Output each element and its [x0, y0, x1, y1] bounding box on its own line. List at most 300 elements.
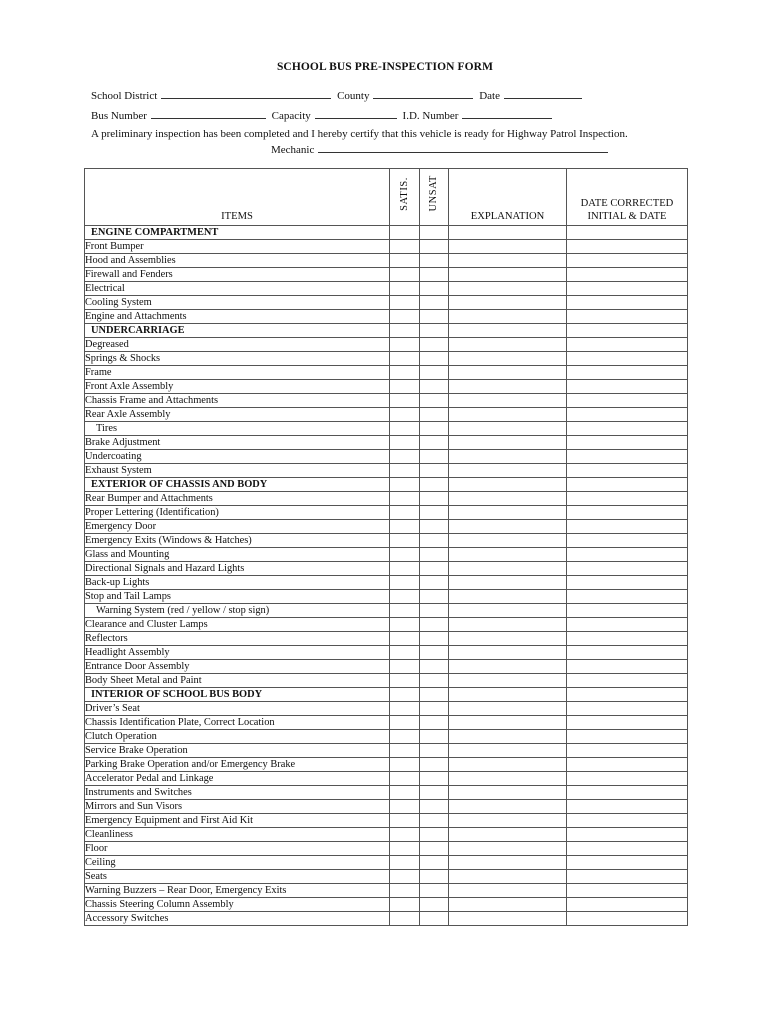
table-row: [85, 898, 688, 912]
unsat-cell[interactable]: [420, 660, 449, 674]
satis-cell[interactable]: [390, 478, 420, 492]
unsat-cell[interactable]: [420, 870, 449, 884]
date-corrected-cell[interactable]: [567, 268, 688, 282]
explanation-cell[interactable]: [449, 912, 567, 926]
explanation-cell[interactable]: [449, 730, 567, 744]
explanation-cell[interactable]: [449, 478, 567, 492]
item-label: Engine and Attachments: [85, 310, 390, 324]
unsat-cell[interactable]: [420, 310, 449, 324]
explanation-cell[interactable]: [449, 366, 567, 380]
satis-cell[interactable]: [390, 422, 420, 436]
item-label: Hood and Assemblies: [85, 254, 390, 268]
satis-cell[interactable]: [390, 632, 420, 646]
satis-header: [390, 169, 420, 226]
unsat-cell[interactable]: [420, 394, 449, 408]
table-row: [85, 436, 688, 450]
section-heading: EXTERIOR OF CHASSIS AND BODY: [85, 478, 390, 492]
table-row: [85, 240, 688, 254]
explanation-cell[interactable]: [449, 394, 567, 408]
explanation-cell[interactable]: [449, 282, 567, 296]
unsat-cell[interactable]: [420, 478, 449, 492]
date-corrected-cell[interactable]: [567, 870, 688, 884]
explanation-cell[interactable]: [449, 226, 567, 240]
item-label: Reflectors: [85, 632, 390, 646]
item-label: Front Axle Assembly: [85, 380, 390, 394]
satis-cell[interactable]: [390, 408, 420, 422]
unsat-cell[interactable]: [420, 646, 449, 660]
satis-cell[interactable]: [390, 520, 420, 534]
satis-cell[interactable]: [390, 646, 420, 660]
date-corrected-cell[interactable]: [567, 814, 688, 828]
item-label: Emergency Equipment and First Aid Kit: [85, 814, 390, 828]
explanation-cell[interactable]: [449, 464, 567, 478]
unsat-cell[interactable]: [420, 450, 449, 464]
unsat-cell[interactable]: [420, 226, 449, 240]
unsat-cell[interactable]: [420, 562, 449, 576]
table-row: [85, 800, 688, 814]
unsat-cell[interactable]: [420, 254, 449, 268]
date-corrected-cell[interactable]: [567, 590, 688, 604]
item-label: Rear Axle Assembly: [85, 408, 390, 422]
unsat-cell[interactable]: [420, 590, 449, 604]
unsat-cell[interactable]: [420, 772, 449, 786]
satis-cell[interactable]: [390, 716, 420, 730]
date-corrected-header: [567, 169, 688, 226]
table-row: [85, 772, 688, 786]
table-row: [85, 366, 688, 380]
table-row: [85, 618, 688, 632]
satis-header-label: SATIS.: [398, 177, 410, 211]
date-corrected-cell[interactable]: [567, 296, 688, 310]
explanation-cell[interactable]: [449, 772, 567, 786]
table-row: [85, 338, 688, 352]
table-header-row: [85, 169, 688, 226]
satis-cell[interactable]: [390, 548, 420, 562]
table-row: [85, 380, 688, 394]
table-row: [85, 604, 688, 618]
satis-cell[interactable]: [390, 898, 420, 912]
unsat-cell[interactable]: [420, 492, 449, 506]
satis-cell[interactable]: [390, 562, 420, 576]
table-row: [85, 506, 688, 520]
satis-cell[interactable]: [390, 842, 420, 856]
date-label: Date: [479, 90, 500, 102]
county-field[interactable]: [373, 89, 473, 99]
explanation-cell[interactable]: [449, 786, 567, 800]
date-corrected-cell[interactable]: [567, 254, 688, 268]
unsat-cell[interactable]: [420, 814, 449, 828]
date-corrected-cell[interactable]: [567, 422, 688, 436]
satis-cell[interactable]: [390, 884, 420, 898]
item-label: Emergency Door: [85, 520, 390, 534]
date-corrected-cell[interactable]: [567, 758, 688, 772]
satis-cell[interactable]: [390, 814, 420, 828]
table-row: [85, 646, 688, 660]
table-row: [85, 870, 688, 884]
section-heading: INTERIOR OF SCHOOL BUS BODY: [85, 688, 390, 702]
date-corrected-cell[interactable]: [567, 436, 688, 450]
explanation-cell[interactable]: [449, 604, 567, 618]
date-corrected-cell[interactable]: [567, 492, 688, 506]
explanation-cell[interactable]: [449, 240, 567, 254]
explanation-cell[interactable]: [449, 436, 567, 450]
satis-cell[interactable]: [390, 590, 420, 604]
table-row: [85, 562, 688, 576]
item-label: Degreased: [85, 338, 390, 352]
unsat-cell[interactable]: [420, 548, 449, 562]
unsat-cell[interactable]: [420, 352, 449, 366]
table-row: [85, 660, 688, 674]
unsat-cell[interactable]: [420, 702, 449, 716]
explanation-cell[interactable]: [449, 674, 567, 688]
unsat-cell[interactable]: [420, 576, 449, 590]
table-row: [85, 450, 688, 464]
date-corrected-cell[interactable]: [567, 548, 688, 562]
date-corrected-cell[interactable]: [567, 394, 688, 408]
unsat-cell[interactable]: [420, 464, 449, 478]
item-label: Clearance and Cluster Lamps: [85, 618, 390, 632]
school-district-field[interactable]: [161, 89, 331, 99]
mechanic-label: Mechanic: [271, 144, 315, 156]
table-row: [85, 674, 688, 688]
table-row: [85, 268, 688, 282]
explanation-cell[interactable]: [449, 450, 567, 464]
explanation-cell[interactable]: [449, 492, 567, 506]
unsat-cell[interactable]: [420, 520, 449, 534]
table-row: [85, 814, 688, 828]
unsat-cell[interactable]: [420, 674, 449, 688]
satis-cell[interactable]: [390, 730, 420, 744]
inspection-table: [84, 168, 688, 926]
item-label: Undercoating: [85, 450, 390, 464]
item-label: Tires: [85, 422, 390, 436]
explanation-cell[interactable]: [449, 800, 567, 814]
explanation-cell[interactable]: [449, 520, 567, 534]
date-corrected-cell[interactable]: [567, 646, 688, 660]
item-label: Back-up Lights: [85, 576, 390, 590]
satis-cell[interactable]: [390, 226, 420, 240]
explanation-cell[interactable]: [449, 898, 567, 912]
date-corrected-cell[interactable]: [567, 310, 688, 324]
satis-cell[interactable]: [390, 870, 420, 884]
item-label: Mirrors and Sun Visors: [85, 800, 390, 814]
satis-cell[interactable]: [390, 296, 420, 310]
explanation-cell[interactable]: [449, 324, 567, 338]
table-row: [85, 534, 688, 548]
explanation-cell[interactable]: [449, 408, 567, 422]
item-label: Proper Lettering (Identification): [85, 506, 390, 520]
items-header: ITEMS: [85, 169, 390, 226]
item-label: Brake Adjustment: [85, 436, 390, 450]
unsat-cell[interactable]: [420, 828, 449, 842]
satis-cell[interactable]: [390, 674, 420, 688]
unsat-cell[interactable]: [420, 786, 449, 800]
satis-cell[interactable]: [390, 702, 420, 716]
unsat-cell[interactable]: [420, 842, 449, 856]
date-corrected-cell[interactable]: [567, 618, 688, 632]
item-label: Exhaust System: [85, 464, 390, 478]
satis-cell[interactable]: [390, 394, 420, 408]
date-corrected-cell[interactable]: [567, 856, 688, 870]
explanation-cell[interactable]: [449, 562, 567, 576]
table-row: [85, 758, 688, 772]
satis-cell[interactable]: [390, 506, 420, 520]
satis-cell[interactable]: [390, 492, 420, 506]
date-corrected-header-line1: DATE CORRECTED: [580, 198, 674, 209]
explanation-cell[interactable]: [449, 702, 567, 716]
unsat-cell[interactable]: [420, 856, 449, 870]
explanation-cell[interactable]: [449, 296, 567, 310]
explanation-cell[interactable]: [449, 310, 567, 324]
header-line-1: [91, 89, 585, 102]
explanation-cell[interactable]: [449, 646, 567, 660]
satis-cell[interactable]: [390, 450, 420, 464]
unsat-cell[interactable]: [420, 744, 449, 758]
item-label: Firewall and Fenders: [85, 268, 390, 282]
date-corrected-cell[interactable]: [567, 450, 688, 464]
unsat-cell[interactable]: [420, 618, 449, 632]
table-row: [85, 716, 688, 730]
date-corrected-cell[interactable]: [567, 674, 688, 688]
table-row: [85, 590, 688, 604]
date-corrected-cell[interactable]: [567, 240, 688, 254]
explanation-cell[interactable]: [449, 618, 567, 632]
explanation-cell[interactable]: [449, 422, 567, 436]
section-row: [85, 226, 688, 240]
unsat-cell[interactable]: [420, 632, 449, 646]
form-title: SCHOOL BUS PRE-INSPECTION FORM: [276, 61, 494, 73]
item-label: Accelerator Pedal and Linkage: [85, 772, 390, 786]
date-corrected-cell[interactable]: [567, 772, 688, 786]
date-corrected-cell[interactable]: [567, 730, 688, 744]
satis-cell[interactable]: [390, 856, 420, 870]
mechanic-line: [271, 143, 608, 156]
table-row: [85, 352, 688, 366]
satis-cell[interactable]: [390, 268, 420, 282]
date-field[interactable]: [504, 89, 582, 99]
item-label: Entrance Door Assembly: [85, 660, 390, 674]
date-corrected-cell[interactable]: [567, 506, 688, 520]
explanation-cell[interactable]: [449, 856, 567, 870]
explanation-cell[interactable]: [449, 590, 567, 604]
satis-cell[interactable]: [390, 254, 420, 268]
satis-cell[interactable]: [390, 338, 420, 352]
date-corrected-cell[interactable]: [567, 842, 688, 856]
date-corrected-cell[interactable]: [567, 352, 688, 366]
satis-cell[interactable]: [390, 282, 420, 296]
satis-cell[interactable]: [390, 786, 420, 800]
table-row: [85, 296, 688, 310]
explanation-cell[interactable]: [449, 828, 567, 842]
unsat-cell[interactable]: [420, 296, 449, 310]
explanation-cell[interactable]: [449, 380, 567, 394]
satis-cell[interactable]: [390, 758, 420, 772]
satis-cell[interactable]: [390, 744, 420, 758]
section-heading: UNDERCARRIAGE: [85, 324, 390, 338]
unsat-cell[interactable]: [420, 268, 449, 282]
explanation-cell[interactable]: [449, 254, 567, 268]
bus-number-label: Bus Number: [91, 110, 147, 122]
satis-cell[interactable]: [390, 352, 420, 366]
date-corrected-cell[interactable]: [567, 828, 688, 842]
unsat-cell[interactable]: [420, 912, 449, 926]
capacity-field[interactable]: [315, 109, 397, 119]
table-row: [85, 394, 688, 408]
item-label: Cleanliness: [85, 828, 390, 842]
unsat-cell[interactable]: [420, 436, 449, 450]
explanation-cell[interactable]: [449, 870, 567, 884]
date-corrected-cell[interactable]: [567, 478, 688, 492]
date-corrected-cell[interactable]: [567, 576, 688, 590]
explanation-cell[interactable]: [449, 352, 567, 366]
explanation-cell[interactable]: [449, 338, 567, 352]
satis-cell[interactable]: [390, 324, 420, 338]
satis-cell[interactable]: [390, 660, 420, 674]
explanation-cell[interactable]: [449, 814, 567, 828]
date-corrected-cell[interactable]: [567, 702, 688, 716]
header-line-2: [91, 109, 555, 122]
item-label: Emergency Exits (Windows & Hatches): [85, 534, 390, 548]
mechanic-field[interactable]: [318, 143, 608, 153]
date-corrected-cell[interactable]: [567, 408, 688, 422]
item-label: Warning Buzzers – Rear Door, Emergency Exits: [85, 884, 390, 898]
satis-cell[interactable]: [390, 436, 420, 450]
explanation-cell[interactable]: [449, 744, 567, 758]
date-corrected-cell[interactable]: [567, 716, 688, 730]
item-label: Chassis Identification Plate, Correct Location: [85, 716, 390, 730]
unsat-cell[interactable]: [420, 338, 449, 352]
table-row: [85, 786, 688, 800]
explanation-cell[interactable]: [449, 716, 567, 730]
date-corrected-cell[interactable]: [567, 632, 688, 646]
date-corrected-cell[interactable]: [567, 534, 688, 548]
unsat-cell[interactable]: [420, 730, 449, 744]
explanation-cell[interactable]: [449, 884, 567, 898]
unsat-cell[interactable]: [420, 898, 449, 912]
unsat-cell[interactable]: [420, 240, 449, 254]
item-label: Ceiling: [85, 856, 390, 870]
date-corrected-cell[interactable]: [567, 786, 688, 800]
date-corrected-cell[interactable]: [567, 562, 688, 576]
date-corrected-cell[interactable]: [567, 366, 688, 380]
item-label: Frame: [85, 366, 390, 380]
date-corrected-cell[interactable]: [567, 282, 688, 296]
satis-cell[interactable]: [390, 912, 420, 926]
table-row: [85, 464, 688, 478]
item-label: Rear Bumper and Attachments: [85, 492, 390, 506]
date-corrected-cell[interactable]: [567, 898, 688, 912]
table-row: [85, 310, 688, 324]
date-corrected-cell[interactable]: [567, 912, 688, 926]
explanation-cell[interactable]: [449, 758, 567, 772]
bus-number-field[interactable]: [151, 109, 266, 119]
date-corrected-header-line2: INITIAL & DATE: [587, 211, 667, 222]
date-corrected-cell[interactable]: [567, 660, 688, 674]
unsat-cell[interactable]: [420, 758, 449, 772]
county-label: County: [337, 90, 370, 102]
unsat-cell[interactable]: [420, 534, 449, 548]
satis-cell[interactable]: [390, 828, 420, 842]
date-corrected-cell[interactable]: [567, 604, 688, 618]
unsat-cell[interactable]: [420, 716, 449, 730]
item-label: Stop and Tail Lamps: [85, 590, 390, 604]
date-corrected-cell[interactable]: [567, 380, 688, 394]
table-row: [85, 744, 688, 758]
table-row: [85, 422, 688, 436]
table-row: [85, 912, 688, 926]
unsat-cell[interactable]: [420, 884, 449, 898]
satis-cell[interactable]: [390, 534, 420, 548]
explanation-cell[interactable]: [449, 548, 567, 562]
satis-cell[interactable]: [390, 604, 420, 618]
item-label: Service Brake Operation: [85, 744, 390, 758]
table-row: [85, 702, 688, 716]
explanation-cell[interactable]: [449, 576, 567, 590]
satis-cell[interactable]: [390, 800, 420, 814]
explanation-cell[interactable]: [449, 842, 567, 856]
date-corrected-cell[interactable]: [567, 464, 688, 478]
date-corrected-cell[interactable]: [567, 324, 688, 338]
satis-cell[interactable]: [390, 576, 420, 590]
explanation-cell[interactable]: [449, 268, 567, 282]
item-label: Floor: [85, 842, 390, 856]
unsat-cell[interactable]: [420, 506, 449, 520]
date-corrected-cell[interactable]: [567, 800, 688, 814]
date-corrected-cell[interactable]: [567, 884, 688, 898]
satis-cell[interactable]: [390, 366, 420, 380]
item-label: Seats: [85, 870, 390, 884]
explanation-cell[interactable]: [449, 534, 567, 548]
date-corrected-cell[interactable]: [567, 688, 688, 702]
item-label: Front Bumper: [85, 240, 390, 254]
explanation-cell[interactable]: [449, 506, 567, 520]
table-row: [85, 254, 688, 268]
satis-cell[interactable]: [390, 310, 420, 324]
unsat-cell[interactable]: [420, 604, 449, 618]
table-row: [85, 492, 688, 506]
satis-cell[interactable]: [390, 380, 420, 394]
unsat-cell[interactable]: [420, 282, 449, 296]
unsat-header-label: UNSAT: [428, 174, 439, 211]
explanation-cell[interactable]: [449, 632, 567, 646]
satis-cell[interactable]: [390, 688, 420, 702]
item-label: Glass and Mounting: [85, 548, 390, 562]
unsat-cell[interactable]: [420, 422, 449, 436]
satis-cell[interactable]: [390, 464, 420, 478]
date-corrected-cell[interactable]: [567, 520, 688, 534]
item-label: Accessory Switches: [85, 912, 390, 926]
date-corrected-cell[interactable]: [567, 338, 688, 352]
date-corrected-cell[interactable]: [567, 226, 688, 240]
unsat-cell[interactable]: [420, 408, 449, 422]
unsat-cell[interactable]: [420, 380, 449, 394]
id-number-label: I.D. Number: [402, 110, 459, 122]
unsat-cell[interactable]: [420, 800, 449, 814]
explanation-cell[interactable]: [449, 660, 567, 674]
satis-cell[interactable]: [390, 240, 420, 254]
unsat-cell[interactable]: [420, 366, 449, 380]
id-number-field[interactable]: [462, 109, 552, 119]
item-label: Headlight Assembly: [85, 646, 390, 660]
explanation-cell[interactable]: [449, 688, 567, 702]
unsat-cell[interactable]: [420, 688, 449, 702]
satis-cell[interactable]: [390, 618, 420, 632]
item-label: Clutch Operation: [85, 730, 390, 744]
unsat-cell[interactable]: [420, 324, 449, 338]
table-row: [85, 282, 688, 296]
date-corrected-cell[interactable]: [567, 744, 688, 758]
satis-cell[interactable]: [390, 772, 420, 786]
